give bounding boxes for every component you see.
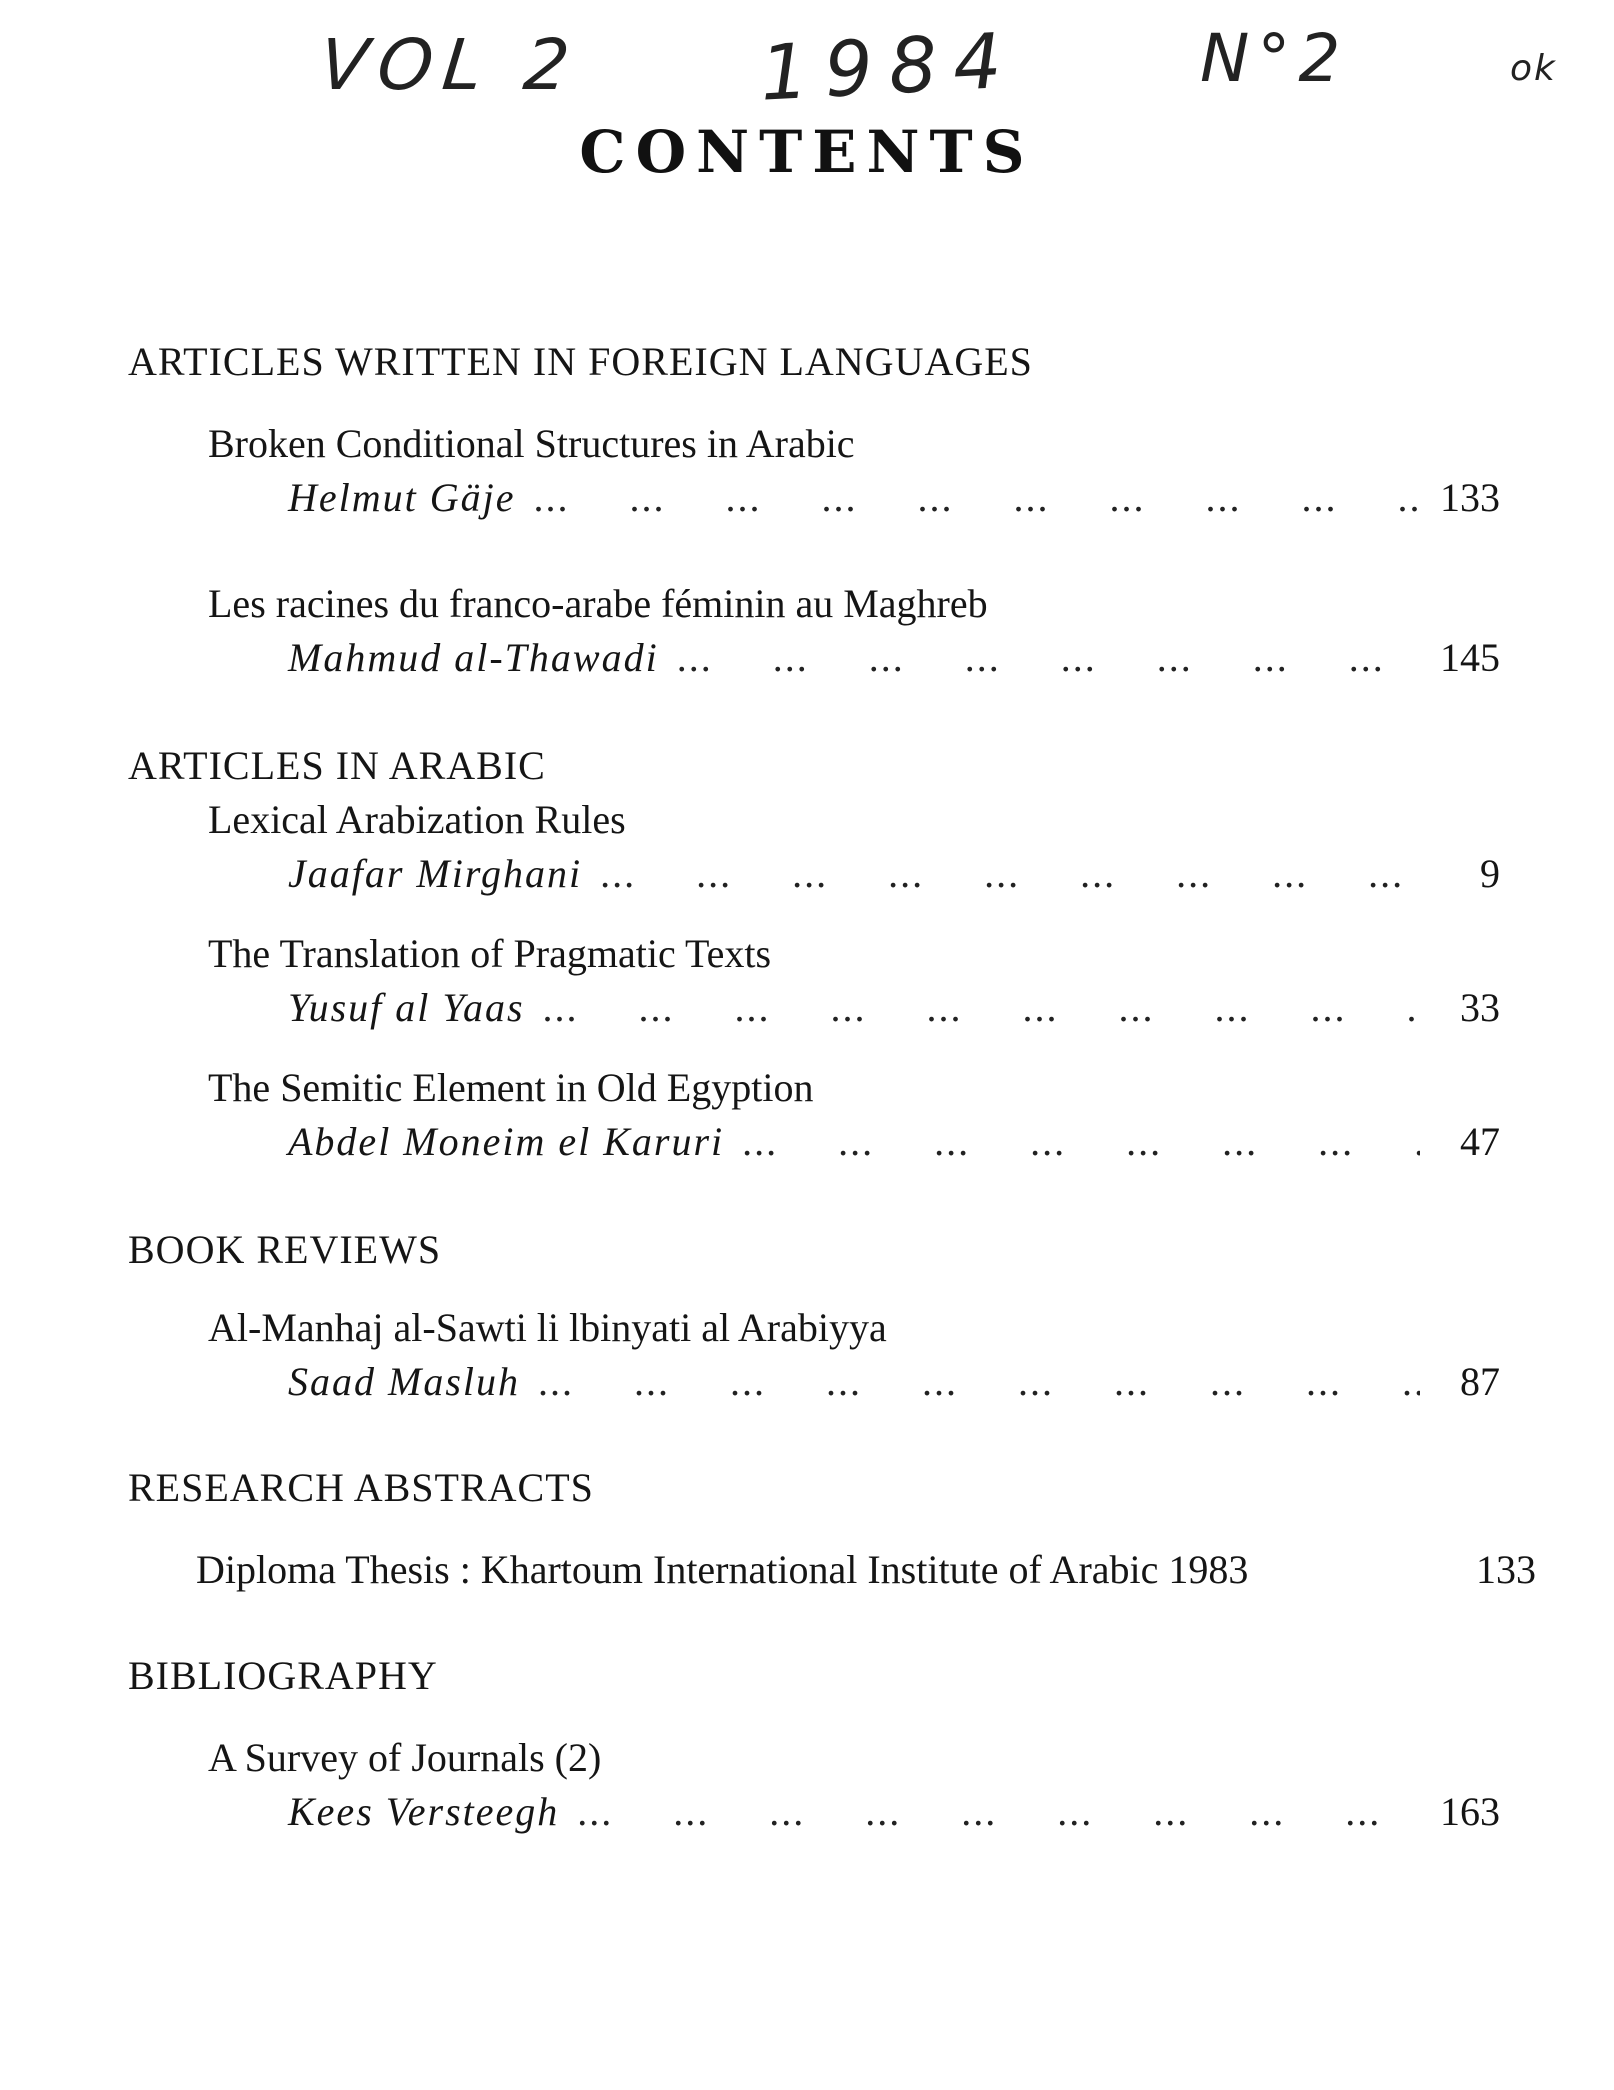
entry-title: The Semitic Element in Old Egyption (208, 1065, 814, 1110)
dot-leader (534, 474, 1420, 521)
entry-title: Lexical Arabization Rules (208, 797, 626, 842)
dot-leader (677, 634, 1420, 681)
entry-page-number: 9 (1480, 851, 1500, 896)
entry-title: Al-Manhaj al-Sawti li lbinyati al Arabiyya (208, 1305, 887, 1350)
dot-leader (600, 850, 1420, 897)
entry-author: Mahmud al-Thawadi (288, 635, 659, 680)
entry-title: The Translation of Pragmatic Texts (208, 931, 772, 976)
dot-leader (538, 1358, 1420, 1405)
entry-line (288, 850, 1500, 902)
handwritten-ok-mark: ok (1510, 48, 1557, 89)
section-heading-bibliography: BIBLIOGRAPHY (128, 1653, 438, 1698)
entry-page-number: 133 (1440, 475, 1500, 520)
entry-line (288, 1788, 1500, 1840)
section-heading-research-abstracts: RESEARCH ABSTRACTS (128, 1465, 594, 1510)
entry-line (288, 984, 1500, 1036)
section-heading-articles-in-arabic: ARTICLES IN ARABIC (128, 743, 546, 788)
entry-title: Les racines du franco-arabe féminin au Maghreb (208, 581, 988, 626)
handwritten-issue: N°2 (1200, 20, 1349, 97)
entry-page-number: 163 (1440, 1789, 1500, 1834)
entry-author: Abdel Moneim el Karuri (288, 1119, 725, 1164)
entry-line (288, 1358, 1500, 1410)
handwritten-annotation (300, 15, 1610, 128)
entry-page-number: 145 (1440, 635, 1500, 680)
entry-line (196, 1546, 1536, 1593)
section-heading-book-reviews: BOOK REVIEWS (128, 1227, 442, 1272)
handwritten-volume: VOL 2 (315, 24, 584, 106)
entry-line (288, 1118, 1500, 1170)
entry-page-number: 133 (1476, 1547, 1536, 1592)
entry-author: Kees Versteegh (288, 1789, 560, 1834)
dot-leader (742, 1118, 1420, 1165)
entry-line (288, 474, 1500, 526)
page-title: CONTENTS (579, 118, 1035, 186)
entry-page-number: 33 (1460, 985, 1500, 1030)
entry-author: Jaafar Mirghani (288, 851, 583, 896)
entry-author: Helmut Gäje (288, 475, 516, 520)
dot-leader (543, 984, 1420, 1031)
entry-title: A Survey of Journals (2) (208, 1735, 602, 1780)
section-heading-foreign-languages: ARTICLES WRITTEN IN FOREIGN LANGUAGES (128, 339, 1033, 384)
entry-line (288, 634, 1500, 686)
entry-author: Saad Masluh (288, 1359, 520, 1404)
entry-page-number: 47 (1460, 1119, 1500, 1164)
abstract-title: Diploma Thesis : Khartoum International Institute of Arabic 1983 (196, 1547, 1249, 1592)
dot-leader (577, 1788, 1420, 1835)
entry-title: Broken Conditional Structures in Arabic (208, 421, 855, 466)
entry-page-number: 87 (1460, 1359, 1500, 1404)
handwritten-year: 1984 (757, 15, 1020, 118)
entry-author: Yusuf al Yaas (288, 985, 525, 1030)
